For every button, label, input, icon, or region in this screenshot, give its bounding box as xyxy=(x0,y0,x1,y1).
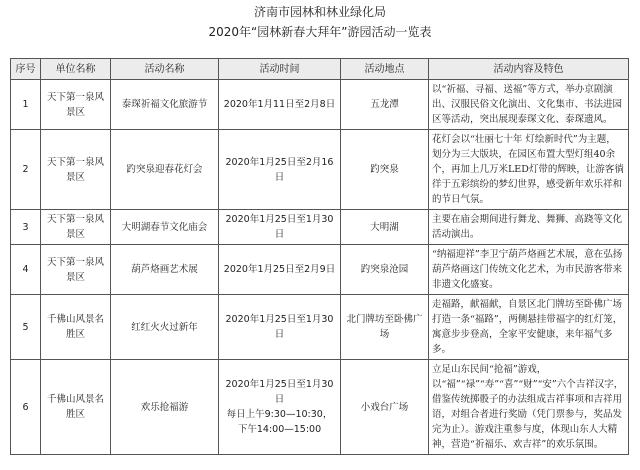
cell-name: 泰琛祈福文化旅游节 xyxy=(111,80,219,130)
cell-place: 小戏台广场 xyxy=(341,360,429,455)
cell-time: 2020年1月25日至1月30日 xyxy=(219,210,341,245)
header-name: 活动名称 xyxy=(111,59,219,80)
cell-no: 2 xyxy=(11,130,41,210)
table-row xyxy=(11,210,629,245)
cell-place: 趵突泉 xyxy=(341,130,429,210)
cell-unit: 天下第一泉风景区 xyxy=(41,80,111,130)
cell-place: 五龙潭 xyxy=(341,80,429,130)
cell-unit: 千佛山风景名胜区 xyxy=(41,295,111,360)
cell-place: 北门牌坊至卧佛广场 xyxy=(341,295,429,360)
header-place: 活动地点 xyxy=(341,59,429,80)
cell-content: “纳福迎祥”李卫宁葫芦烙画艺术展，意在弘扬葫芦烙画这门传统文化艺术，为市民游客带来非遗文化盛宴。 xyxy=(429,245,629,295)
header-content: 活动内容及特色 xyxy=(429,59,629,80)
cell-no: 4 xyxy=(11,245,41,295)
org-title: 济南市园林和林业绿化局 xyxy=(253,5,386,19)
document-title: 2020年“园林新春大拜年”游园活动一览表 xyxy=(208,25,432,39)
cell-content: 主要在庙会期间进行舞龙、舞狮、高跷等文化活动演出。 xyxy=(429,210,629,245)
cell-content: 花灯会以“壮丽七十年 灯绘新时代”为主题，划分为三大版块，在园区布置大型灯组40余个，再加上几万米LED灯带的辉映，让游客徜徉于五彩缤纷的梦幻世界，感受新年欢乐祥和的节日气氛。 xyxy=(429,130,629,210)
cell-time: 2020年1月25日至2月9日 xyxy=(219,245,341,295)
cell-name: 欢乐抢福游 xyxy=(111,360,219,455)
cell-unit: 天下第一泉风景区 xyxy=(41,245,111,295)
cell-no: 6 xyxy=(11,360,41,455)
table-row xyxy=(11,295,629,360)
cell-content: 走福路，献福献，自景区北门牌坊至卧佛广场打造一条“福路”，两侧悬挂带福字的红灯笼，寓意步步登高，全家平安健康，来年福气多多。 xyxy=(429,295,629,360)
table-header-row xyxy=(11,59,629,80)
cell-time: 2020年1月11日至2月8日 xyxy=(219,80,341,130)
table-row xyxy=(11,360,629,455)
cell-time: 2020年1月25日至1月30日 xyxy=(219,295,341,360)
cell-time: 2020年1月25日至2月16日 xyxy=(219,130,341,210)
table-row xyxy=(11,80,629,130)
cell-name: 趵突泉迎春花灯会 xyxy=(111,130,219,210)
table-row xyxy=(11,245,629,295)
cell-no: 1 xyxy=(11,80,41,130)
cell-no: 5 xyxy=(11,295,41,360)
cell-time: 2020年1月25日至1月30日 每日上午9:30—10:30， 下午14:00—15:00 xyxy=(219,360,341,455)
cell-place: 趵突泉沧园 xyxy=(341,245,429,295)
cell-unit: 天下第一泉风景区 xyxy=(41,210,111,245)
header-no: 序号 xyxy=(11,59,41,80)
header-unit: 单位名称 xyxy=(41,59,111,80)
activity-table xyxy=(10,58,629,455)
cell-content: 立足山东民间“抢福”游戏，以“福”“禄”“寿”“喜”“财”“安”六个吉祥汉字，借鉴传统掷骰子的办法组成吉祥事项和吉祥用语，对组合者进行奖励（凭门票参与，奖品发完为止）。游戏注重参与度，体现山东人大精神，营造“祈福乐、欢吉祥”的欢乐氛围。 xyxy=(429,360,629,455)
table-row xyxy=(11,130,629,210)
cell-unit: 千佛山风景名胜区 xyxy=(41,360,111,455)
header-time: 活动时间 xyxy=(219,59,341,80)
cell-unit: 天下第一泉风景区 xyxy=(41,130,111,210)
cell-place: 大明湖 xyxy=(341,210,429,245)
cell-content: 以“祈福、寻福、送福”等方式，举办京剧演出、汉服民俗文化演出、文化集市、书法进园区等活动，突出展现泰琛文化、泰琛遗风。 xyxy=(429,80,629,130)
cell-name: 红红火火过新年 xyxy=(111,295,219,360)
cell-no: 3 xyxy=(11,210,41,245)
cell-name: 葫芦烙画艺术展 xyxy=(111,245,219,295)
cell-name: 大明湖春节文化庙会 xyxy=(111,210,219,245)
